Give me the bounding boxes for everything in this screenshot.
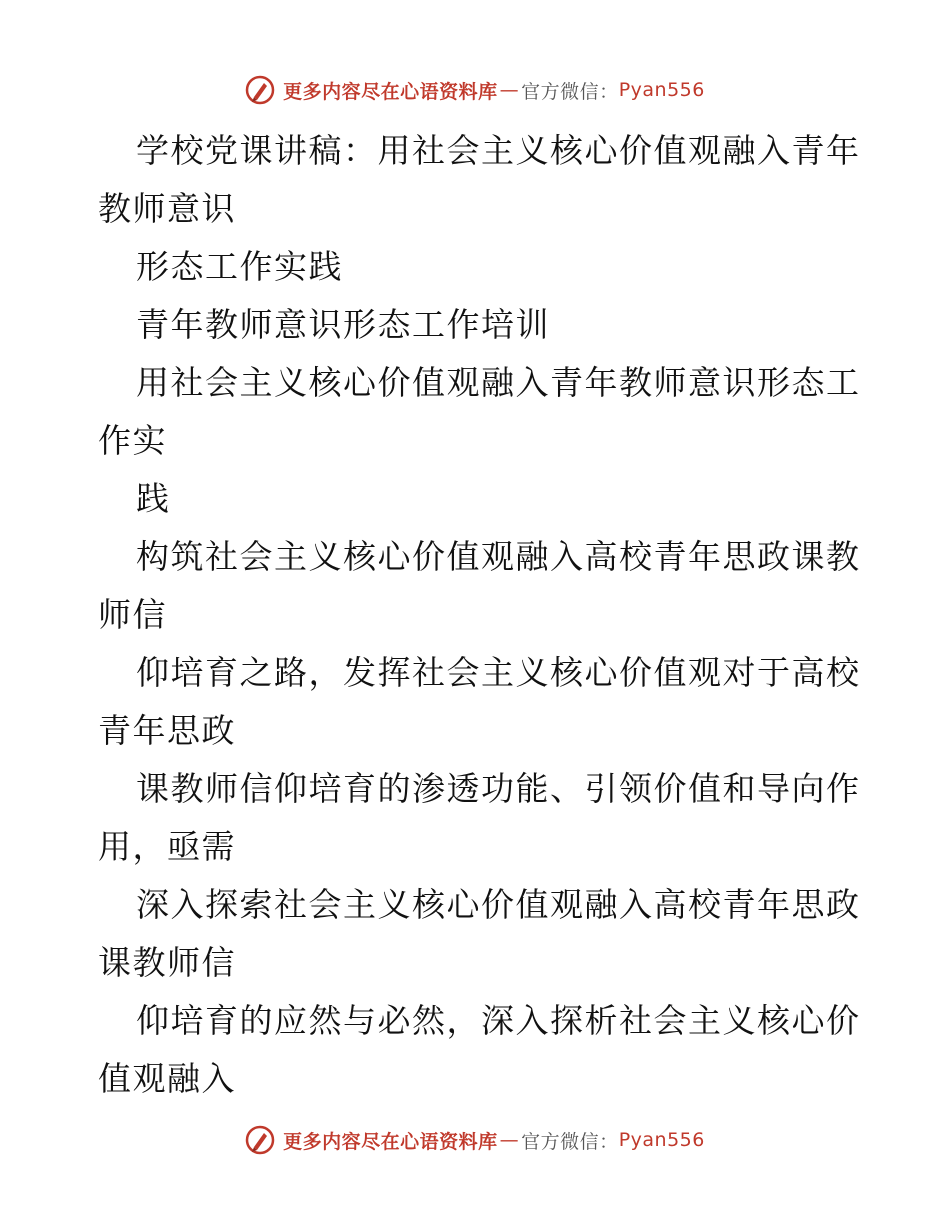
paragraph-line: 践 bbox=[136, 479, 171, 518]
paragraph bbox=[98, 760, 861, 876]
document-body bbox=[98, 122, 861, 1108]
paragraph bbox=[98, 470, 858, 528]
footer-watermark bbox=[0, 1120, 950, 1160]
watermark-wechat-id: Pyan556 bbox=[618, 79, 705, 101]
paragraph-line: 作实 bbox=[98, 421, 167, 460]
paragraph bbox=[98, 296, 858, 354]
paragraph bbox=[98, 876, 861, 992]
watermark-label: 官方微信： bbox=[521, 1130, 619, 1153]
paragraph-line: 形态工作实践 bbox=[136, 247, 343, 286]
pen-logo-icon bbox=[245, 1125, 275, 1155]
paragraph-line: 仰培育之路，发挥社会主义核心价值观对于高校 bbox=[136, 653, 861, 692]
paragraph-line: 课教师信仰培育的渗透功能、引领价值和导向作 bbox=[136, 769, 861, 808]
paragraph-line: 教师意识 bbox=[98, 189, 236, 228]
paragraph bbox=[98, 122, 861, 238]
watermark-dash: — bbox=[499, 1129, 520, 1151]
watermark-wechat-id: Pyan556 bbox=[618, 1129, 705, 1151]
watermark-dash: — bbox=[499, 79, 520, 101]
paragraph-line: 课教师信 bbox=[98, 943, 236, 982]
paragraph-line: 用社会主义核心价值观融入青年教师意识形态工 bbox=[136, 363, 861, 402]
paragraph-line: 仰培育的应然与必然，深入探析社会主义核心价 bbox=[136, 1001, 861, 1040]
watermark-main-text: 更多内容尽在心语资料库 bbox=[283, 1130, 498, 1153]
paragraph-line: 青年教师意识形态工作培训 bbox=[136, 305, 550, 344]
paragraph-line: 学校党课讲稿：用社会主义核心价值观融入青年 bbox=[136, 131, 861, 170]
paragraph bbox=[98, 528, 861, 644]
paragraph-line: 构筑社会主义核心价值观融入高校青年思政课教 bbox=[136, 537, 861, 576]
paragraph bbox=[98, 238, 858, 296]
paragraph bbox=[98, 354, 861, 470]
paragraph-line: 青年思政 bbox=[98, 711, 236, 750]
header-watermark bbox=[0, 70, 950, 110]
pen-logo-icon bbox=[245, 75, 275, 105]
paragraph-line: 深入探索社会主义核心价值观融入高校青年思政 bbox=[136, 885, 861, 924]
paragraph-line: 用，亟需 bbox=[98, 827, 236, 866]
paragraph-line: 师信 bbox=[98, 595, 167, 634]
paragraph-line: 值观融入 bbox=[98, 1059, 236, 1098]
paragraph bbox=[98, 644, 861, 760]
watermark-main-text: 更多内容尽在心语资料库 bbox=[283, 80, 498, 103]
paragraph bbox=[98, 992, 861, 1108]
watermark-label: 官方微信： bbox=[521, 80, 619, 103]
